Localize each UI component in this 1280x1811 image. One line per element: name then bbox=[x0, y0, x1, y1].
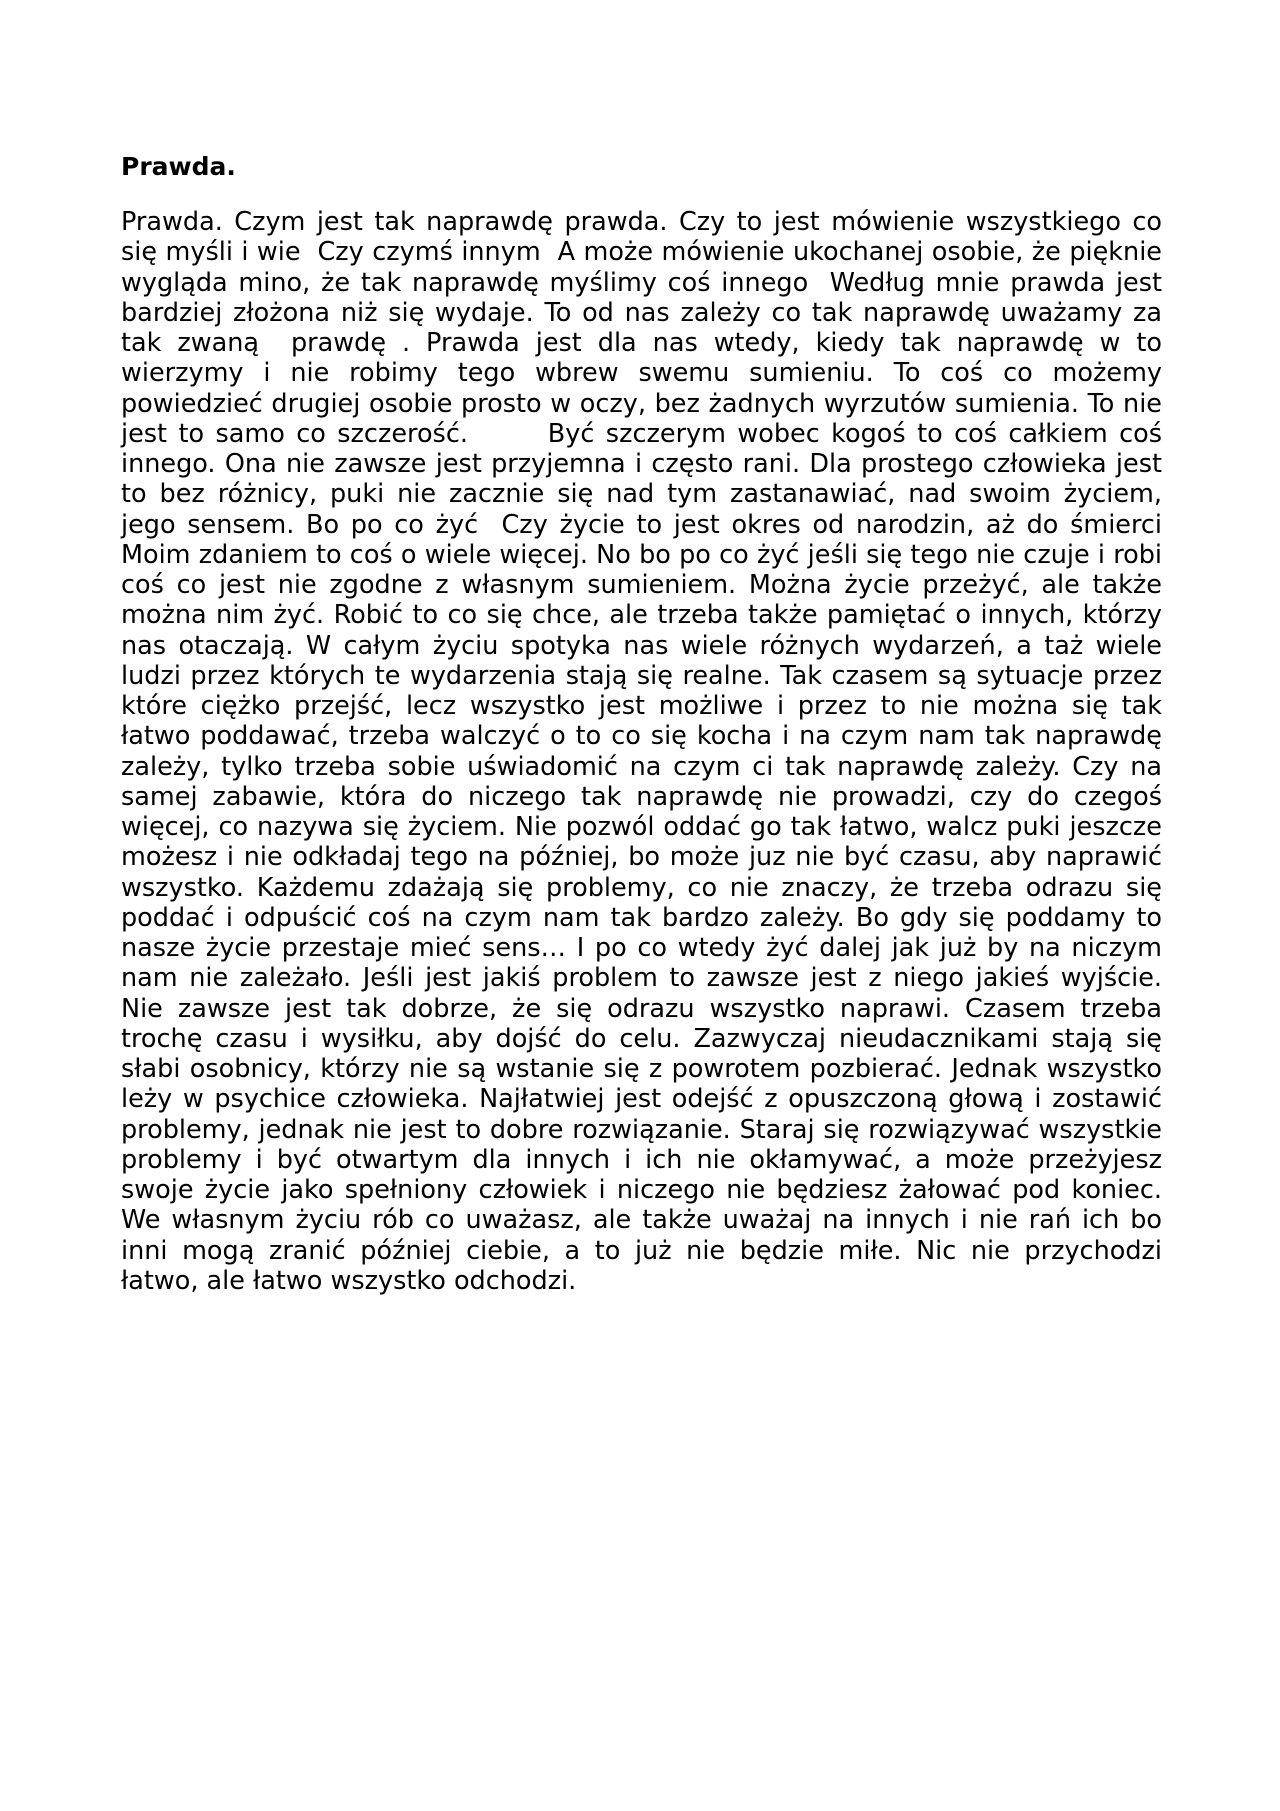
document-body: Prawda. Czym jest tak naprawdę prawda. Czy to jest mówienie wszystkiego co się myśli i wie Czy czymś innym A może mówienie ukochanej osobie, że pięknie wygląda mino, że tak naprawdę myślimy coś innego Według mnie prawda jest bardziej złożona niż się wydaje. To od nas zależy co tak naprawdę uważamy za tak zwaną prawdę . Prawda jest dla nas wtedy, kiedy tak naprawdę w to wierzymy i nie robimy tego wbrew swemu sumieniu. To coś co możemy powiedzieć drugiej osobie prosto w oczy, bez żadnych wyrzutów sumienia. To nie jest to samo co szczerość. Być szczerym wobec kogoś to coś całkiem coś innego. Ona nie zawsze jest przyjemna i często rani. Dla prostego człowieka jest to bez różnicy, puki nie zacznie się nad tym zastanawiać, nad swoim życiem, jego sensem. Bo po co żyć Czy życie to jest okres od narodzin, aż do śmierci Moim zdaniem to coś o wiele więcej. No bo po co żyć jeśli się tego nie czuje i robi coś co jest nie zgodne z własnym sumieniem. Można życie przeżyć, ale także można nim żyć. Robić to co się chce, ale trzeba także pamiętać o innych, którzy nas otaczają. W całym życiu spotyka nas wiele różnych wydarzeń, a taż wiele ludzi przez których te wydarzenia stają się realne. Tak czasem są sytuacje przez które ciężko przejść, lecz wszystko jest możliwe i przez to nie można się tak łatwo poddawać, trzeba walczyć o to co się kocha i na czym nam tak naprawdę zależy, tylko trzeba sobie uświadomić na czym ci tak naprawdę zależy. Czy na samej zabawie, która do niczego tak naprawdę nie prowadzi, czy do czegoś więcej, co nazywa się życiem. Nie pozwól oddać go tak łatwo, walcz puki jeszcze możesz i nie odkładaj tego na później, bo może juz nie być czasu, aby naprawić wszystko. Każdemu zdażają się problemy, co nie znaczy, że trzeba odrazu się poddać i odpuścić coś na czym nam tak bardzo zależy. Bo gdy się poddamy to nasze życie przestaje mieć sens… I po co wtedy żyć dalej jak już by na niczym nam nie zależało. Jeśli jest jakiś problem to zawsze jest z niego jakieś wyjście. Nie zawsze jest tak dobrze, że się odrazu wszystko naprawi. Czasem trzeba trochę czasu i wysiłku, aby dojść do celu. Zazwyczaj nieudacznikami stają się słabi osobnicy, którzy nie są wstanie się z powrotem pozbierać. Jednak wszystko leży w psychice człowieka. Najłatwiej jest odejść z opuszczoną głową i zostawić problemy, jednak nie jest to dobre rozwiązanie. Staraj się rozwiązywać wszystkie problemy i być otwartym dla innych i ich nie okłamywać, a może przeżyjesz swoje życie jako spełniony człowiek i niczego nie będziesz żałować pod koniec. We własnym życiu rób co uważasz, ale także uważaj na innych i nie rań ich bo inni mogą zranić później ciebie, a to już nie będzie miłe. Nic nie przychodzi łatwo, ale łatwo wszystko odchodzi. bbox=[121, 207, 1179, 1296]
document-title: Prawda. bbox=[121, 152, 236, 181]
document-content bbox=[121, 148, 1179, 1296]
